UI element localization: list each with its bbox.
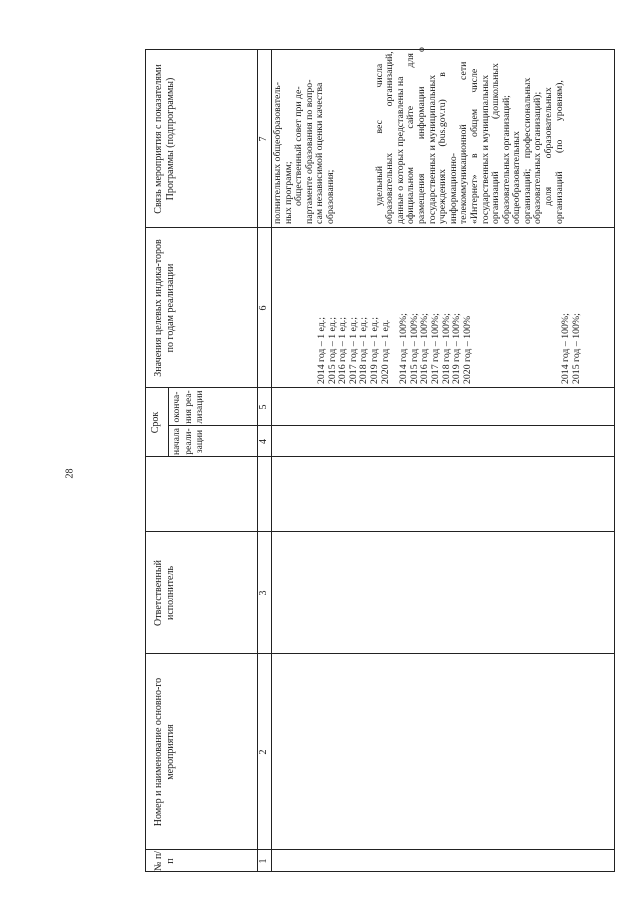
text-line: полнительных общеобразователь- [272, 81, 283, 224]
text-line: телекоммуникационной сети [458, 61, 470, 224]
text-line: образования; [324, 169, 336, 224]
text-line: государственных и муниципальных [479, 74, 491, 224]
text-line: удельный вес числа [373, 63, 385, 206]
header-executor: Ответственный исполнитель [153, 560, 176, 626]
indicator-line: 2017 год – 1 ед.; [347, 317, 359, 384]
indicator-line: 2019 год – 1 ед.; [368, 317, 380, 384]
header-indicators: Значения целевых индика-торов по годам реализации [153, 239, 176, 377]
header-number: № п/п [153, 850, 176, 872]
indicator-line: 2017 год – 100%; [429, 313, 441, 384]
indicator-line: 2015 год – 100%; [570, 313, 582, 384]
text-line: информационно- [447, 153, 459, 224]
text-line: партаменте образования по вопро- [303, 79, 315, 224]
colnum-2: 2 [258, 749, 269, 755]
text-line: официальном сайте для [405, 53, 417, 224]
page-number: 28 [64, 468, 76, 479]
program-link-text [273, 48, 565, 224]
text-line: образовательных организаций; [500, 95, 512, 224]
text-line: организаций; профессиональных [521, 77, 533, 224]
text-line: общественный совет при де- [293, 86, 305, 206]
text-line: ных программ; [282, 161, 294, 224]
text-line: организаций (дошкольных [490, 63, 502, 224]
colnum-5: 5 [258, 404, 269, 410]
text-line: доля образовательных [543, 87, 555, 206]
text-line: размещения информации о [415, 47, 427, 224]
indicator-values [273, 230, 583, 384]
text-line: образовательных организаций); [532, 91, 544, 224]
colnum-3: 3 [258, 590, 269, 596]
indicator-line: 2018 год – 100%; [440, 313, 452, 384]
text-line: сам независимой оценки качества [314, 82, 326, 224]
colnum-6: 6 [258, 305, 269, 311]
indicator-line: 2018 год – 1 ед.; [358, 317, 370, 384]
header-start: начала реали-зации [172, 428, 205, 455]
colnum-7: 7 [258, 136, 269, 142]
text-line: «Интернет» в общем числе [468, 68, 480, 224]
indicator-line: 2015 год – 1 ед.; [326, 317, 338, 384]
text-line: организаций (по уровням), [553, 80, 565, 224]
indicator-line: 2014 год – 100%; [560, 313, 572, 384]
header-end: оконча-ния реа-лизации [172, 390, 205, 424]
text-line: данные о которых представлены на [394, 76, 406, 224]
indicator-line: 2014 год – 1 ед.; [316, 317, 327, 384]
header-link: Связь мероприятия с показателями Программы (подпрограммы) [153, 64, 176, 214]
text-line: образовательных организаций, [384, 51, 396, 224]
text-line: учреждениях (bus.gov.ru) в [437, 72, 449, 224]
indicator-line: 2020 год – 1 ед. [379, 319, 391, 384]
indicator-line: 2020 год – 100% [461, 315, 473, 384]
text-line: общеобразовательных [511, 131, 523, 224]
indicator-line: 2016 год – 1 ед.; [337, 317, 349, 384]
indicator-line: 2014 год – 100%; [398, 313, 410, 384]
colnum-1: 1 [258, 858, 269, 864]
indicator-line: 2019 год – 100%; [451, 313, 463, 384]
indicator-line: 2015 год – 100%; [408, 313, 420, 384]
text-line: государственных и муниципальных [426, 74, 438, 224]
header-activity: Номер и наименование основно-го мероприятия [153, 677, 176, 827]
activities-table [145, 49, 615, 872]
header-term: Срок [150, 411, 161, 434]
indicator-line: 2016 год – 100%; [419, 313, 431, 384]
colnum-4: 4 [258, 439, 269, 444]
